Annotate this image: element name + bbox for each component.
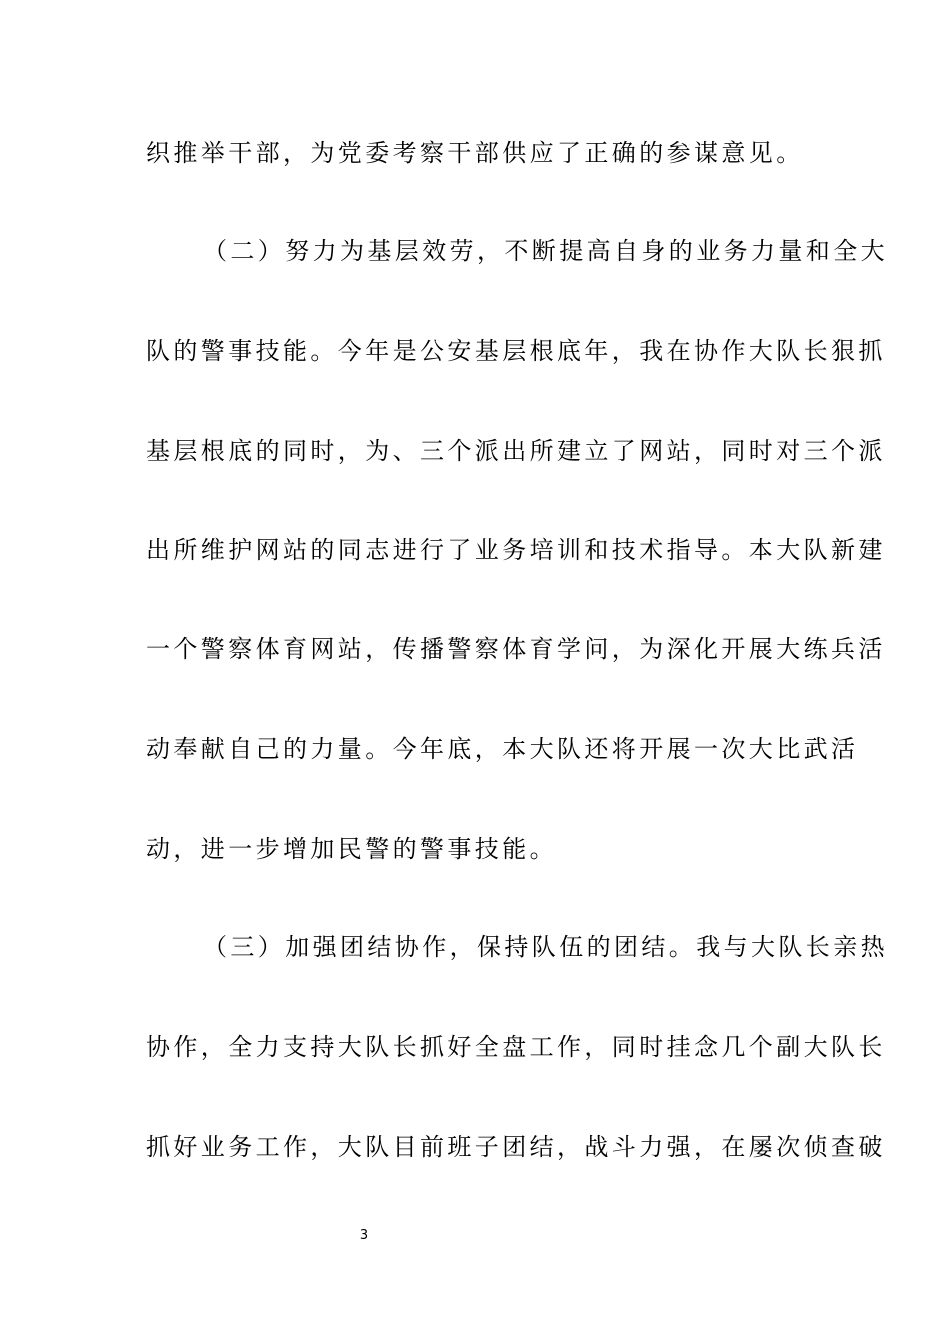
section-heading-3: （三）加强团结协作，保持队伍的团结。我与大队长亲热 xyxy=(203,933,888,961)
text-line-7: 动奉献自己的力量。今年底，本大队还将开展一次大比武活 xyxy=(146,735,859,763)
section-heading-2: （二）努力为基层效劳，不断提高自身的业务力量和全大 xyxy=(203,237,888,265)
text-line-6: 一个警察体育网站，传播警察体育学问，为深化开展大练兵活 xyxy=(146,635,886,663)
text-line-4: 基层根底的同时，为、三个派出所建立了网站，同时对三个派 xyxy=(146,437,886,465)
page-number: 3 xyxy=(359,1228,369,1243)
text-line-1: 织推举干部，为党委考察干部供应了正确的参谋意见。 xyxy=(146,139,804,167)
text-line-10: 协作，全力支持大队长抓好全盘工作，同时挂念几个副大队长 xyxy=(146,1033,886,1061)
text-line-8: 动，进一步增加民警的警事技能。 xyxy=(146,835,557,863)
text-line-5: 出所维护网站的同志进行了业务培训和技术指导。本大队新建 xyxy=(146,536,886,564)
text-line-3: 队的警事技能。今年是公安基层根底年，我在协作大队长狠抓 xyxy=(146,337,886,365)
text-line-11: 抓好业务工作，大队目前班子团结，战斗力强，在屡次侦查破 xyxy=(146,1133,886,1161)
